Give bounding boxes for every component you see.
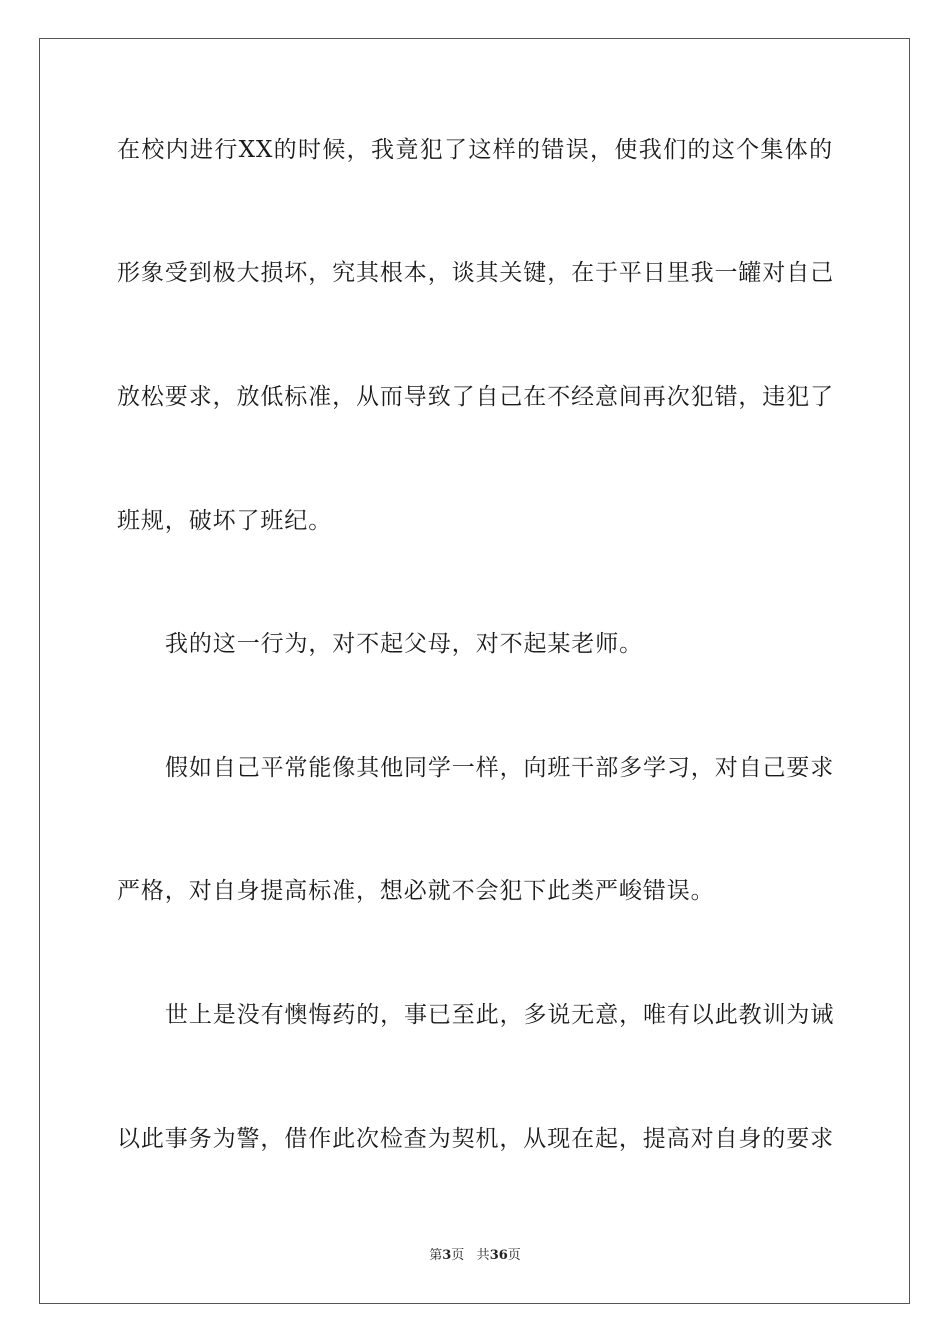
total-pages: 36 [489,1248,508,1263]
paragraph-line: 我的这一行为，对不起父母，对不起某老师。 [165,631,643,657]
paragraph-line: 形象受到极大损坏，究其根本，谈其关键，在于平日里我一罐对自己 [117,260,834,286]
page-border [39,38,910,1304]
page-footer [0,1248,950,1264]
paragraph-line: 放松要求，放低标准，从而导致了自己在不经意间再次犯错，违犯了 [117,384,834,410]
paragraph-line: 在校内进行XX的时候，我竟犯了这样的错误，使我们的这个集体的 [117,137,833,163]
page-number: 3 [442,1248,452,1263]
paragraph-line: 严格，对自身提高标准，想必就不会犯下此类严峻错误。 [117,878,715,904]
page-prefix: 第 [429,1248,443,1263]
paragraph-line: 世上是没有懊悔药的，事已至此，多说无意，唯有以此教训为诫 [165,1002,835,1028]
paragraph-line: 班规，破坏了班纪。 [117,508,333,534]
paragraph-line: 以此事务为警，借作此次检查为契机，从现在起，提高对自身的要求 [117,1126,834,1152]
total-suffix: 页 [507,1248,521,1263]
paragraph-line: 假如自己平常能像其他同学一样，向班干部多学习，对自己要求 [165,755,835,781]
page-suffix: 页 [451,1248,465,1263]
total-prefix: 共 [476,1248,490,1263]
